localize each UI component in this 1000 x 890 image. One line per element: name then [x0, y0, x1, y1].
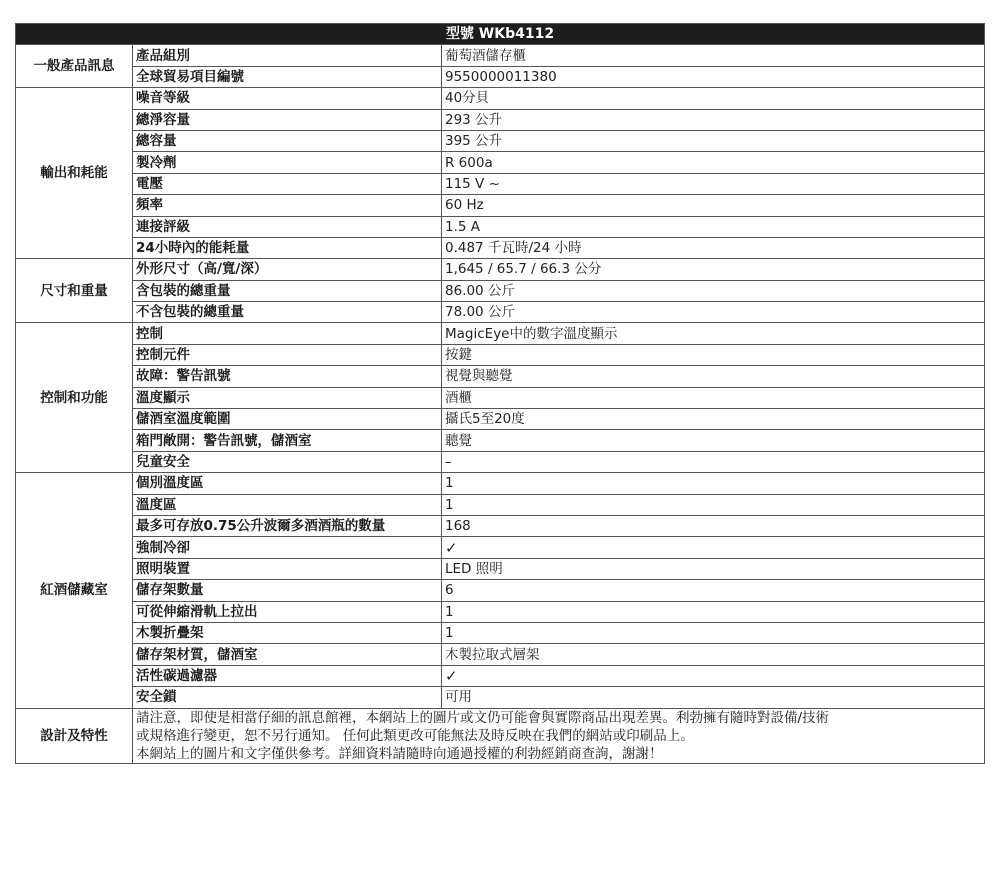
section-category: 控制和功能 [16, 323, 133, 473]
spec-value: 聽覺 [442, 430, 985, 451]
spec-value: 395 公升 [442, 130, 985, 151]
spec-label: 噪音等級 [133, 88, 442, 109]
spec-label: 個別溫度區 [133, 473, 442, 494]
section-category: 尺寸和重量 [16, 259, 133, 323]
spec-value: 1 [442, 601, 985, 622]
spec-label: 製冷劑 [133, 152, 442, 173]
spec-value: 視覺與聽覺 [442, 366, 985, 387]
spec-label: 強制冷卻 [133, 537, 442, 558]
spec-value: R 600a [442, 152, 985, 173]
title-row [16, 24, 985, 45]
spec-label: 箱門敞開：警告訊號，儲酒室 [133, 430, 442, 451]
spec-label: 產品組別 [133, 45, 442, 66]
spec-value: 1,645 / 65.7 / 66.3 公分 [442, 259, 985, 280]
spec-row [16, 687, 985, 708]
spec-label: 儲存架數量 [133, 580, 442, 601]
disclaimer-notes [133, 708, 985, 763]
spec-value: – [442, 451, 985, 472]
spec-label: 溫度區 [133, 494, 442, 515]
spec-value: MagicEye中的數字溫度顯示 [442, 323, 985, 344]
spec-label: 兒童安全 [133, 451, 442, 472]
spec-label: 24小時內的能耗量 [133, 237, 442, 258]
spec-value: 攝氏5至20度 [442, 409, 985, 430]
check-icon: ✓ [442, 537, 985, 558]
spec-row [16, 259, 985, 280]
spec-row [16, 173, 985, 194]
spec-row [16, 601, 985, 622]
spec-row [16, 451, 985, 472]
spec-label: 全球貿易項目編號 [133, 66, 442, 87]
spec-row [16, 195, 985, 216]
spec-label: 總容量 [133, 130, 442, 151]
spec-row [16, 66, 985, 87]
spec-value: 86.00 公斤 [442, 280, 985, 301]
spec-body [16, 45, 985, 763]
spec-row [16, 88, 985, 109]
spec-row [16, 580, 985, 601]
spec-value: 60 Hz [442, 195, 985, 216]
spec-label: 含包裝的總重量 [133, 280, 442, 301]
spec-label: 安全鎖 [133, 687, 442, 708]
spec-row [16, 344, 985, 365]
disclaimer-line: 或規格進行變更，恕不另行通知。 任何此類更改可能無法及時反映在我們的網站或印刷品上。 [136, 727, 694, 744]
disclaimer-line: 請注意，即使是相當仔細的訊息館裡，本網站上的圖片或文仍可能會與實際商品出現差異。利勃擁有隨時對設備/技術 [136, 709, 830, 726]
spec-label: 故障：警告訊號 [133, 366, 442, 387]
spec-value: 0.487 千瓦時/24 小時 [442, 237, 985, 258]
spec-label: 不含包裝的總重量 [133, 302, 442, 323]
spec-value: 1 [442, 473, 985, 494]
spec-row [16, 366, 985, 387]
spec-value: 6 [442, 580, 985, 601]
spec-label: 儲酒室溫度範圍 [133, 409, 442, 430]
spec-label: 照明裝置 [133, 558, 442, 579]
spec-label: 木製折疊架 [133, 622, 442, 643]
spec-value: 115 V ~ [442, 173, 985, 194]
spec-value: 1 [442, 494, 985, 515]
spec-value: 可用 [442, 687, 985, 708]
spec-row [16, 665, 985, 686]
spec-value: 168 [442, 515, 985, 536]
spec-row [16, 130, 985, 151]
spec-row [16, 302, 985, 323]
design-row [16, 708, 985, 763]
spec-label: 連接評級 [133, 216, 442, 237]
spec-label: 總淨容量 [133, 109, 442, 130]
spec-row [16, 45, 985, 66]
spec-row [16, 558, 985, 579]
spec-table [15, 23, 985, 764]
spec-label: 最多可存放0.75公升波爾多酒酒瓶的數量 [133, 515, 442, 536]
spec-row [16, 644, 985, 665]
check-icon: ✓ [442, 665, 985, 686]
section-category: 輸出和耗能 [16, 88, 133, 259]
spec-value: 78.00 公斤 [442, 302, 985, 323]
spec-row [16, 409, 985, 430]
spec-row [16, 537, 985, 558]
spec-value: 酒櫃 [442, 387, 985, 408]
disclaimer-line: 本網站上的圖片和文字僅供參考。詳細資料請隨時向通過授權的利勃經銷商查詢，謝謝！ [136, 745, 663, 762]
spec-value: LED 照明 [442, 558, 985, 579]
spec-row [16, 430, 985, 451]
spec-value: 葡萄酒儲存櫃 [442, 45, 985, 66]
section-category: 一般產品訊息 [16, 45, 133, 88]
section-category: 紅酒儲藏室 [16, 473, 133, 708]
spec-label: 頻率 [133, 195, 442, 216]
spec-row [16, 494, 985, 515]
spec-row [16, 323, 985, 344]
spec-row [16, 152, 985, 173]
spec-label: 可從伸縮滑軌上拉出 [133, 601, 442, 622]
spec-label: 外形尺寸（高/寬/深） [133, 259, 442, 280]
spec-label: 控制 [133, 323, 442, 344]
spec-value: 1.5 A [442, 216, 985, 237]
spec-label: 儲存架材質，儲酒室 [133, 644, 442, 665]
spec-value: 按鍵 [442, 344, 985, 365]
spec-label: 溫度顯示 [133, 387, 442, 408]
spec-label: 控制元件 [133, 344, 442, 365]
spec-row [16, 515, 985, 536]
spec-row [16, 237, 985, 258]
spec-value: 1 [442, 622, 985, 643]
spec-row [16, 473, 985, 494]
spec-row [16, 280, 985, 301]
spec-row [16, 387, 985, 408]
spec-value: 40分貝 [442, 88, 985, 109]
spec-label: 活性碳過濾器 [133, 665, 442, 686]
spec-value: 293 公升 [442, 109, 985, 130]
model-title: 型號 WKb4112 [16, 24, 985, 45]
section-category: 設計及特性 [16, 708, 133, 763]
spec-value: 木製拉取式層架 [442, 644, 985, 665]
spec-row [16, 109, 985, 130]
spec-value: 9550000011380 [442, 66, 985, 87]
spec-row [16, 216, 985, 237]
spec-label: 電壓 [133, 173, 442, 194]
spec-row [16, 622, 985, 643]
